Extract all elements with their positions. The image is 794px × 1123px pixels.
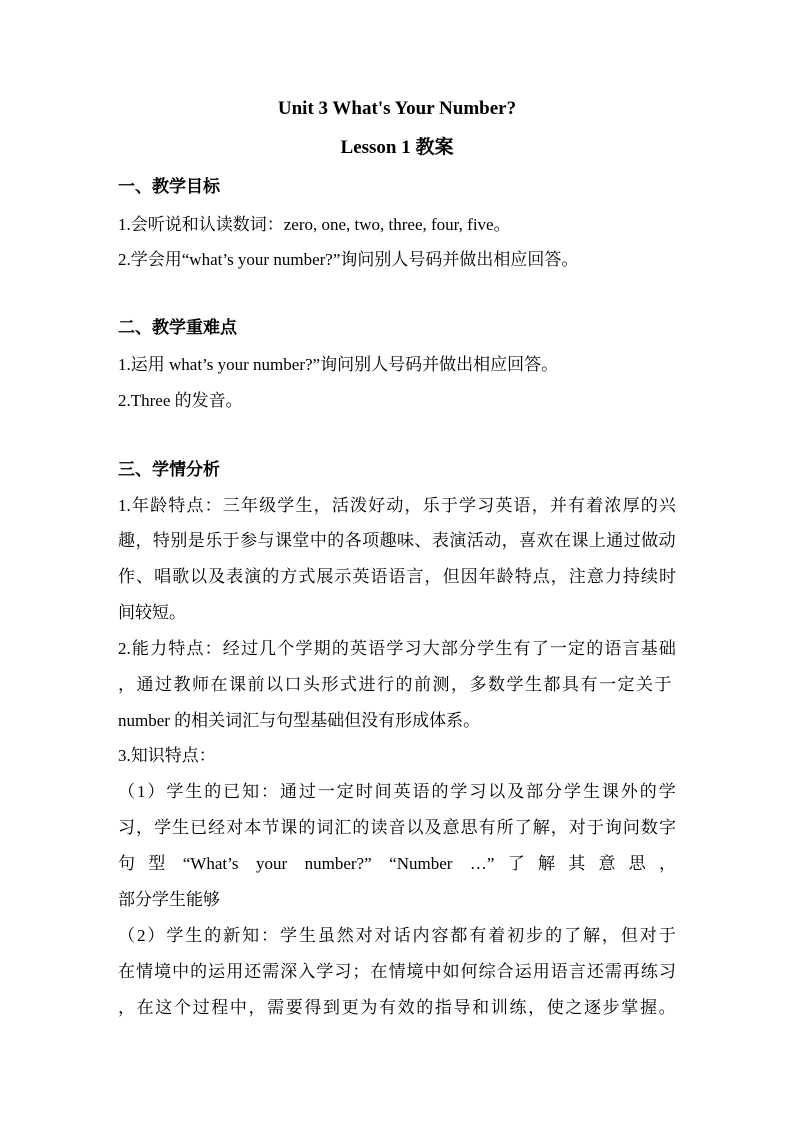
paragraph: 间较短。 [118,603,186,622]
paragraph: 2.学会用“what’s your number?”询问别人号码并做出相应回答。 [118,250,579,269]
paragraph: 3.知识特点： [118,746,216,765]
paragraph: 1.运用 what’s your number?”询问别人号码并做出相应回答。 [118,355,559,374]
paragraph: 2. 能 力 特 点 ： 经 过 几 个 学 期 的 英 语 学 习 大 部 分 学 生 有 了 一 定 的 语 言 基 础 [118,639,676,658]
paragraph: 句 型 “What’s your number?” “Number …” 了 解 其 意 思 ， [118,854,676,873]
paragraph: 在 情 境 中 的 运 用 还 需 深 入 学 习 ； 在 情 境 中 如 何 综 合 运 用 语 言 还 需 再 练 习 [118,962,676,981]
paragraph: 2.Three 的发音。 [118,391,243,410]
paragraph: 作 、 唱 歌 以 及 表 演 的 方 式 展 示 英 语 语 言 ， 但 因 年 龄 特 点 ， 注 意 力 持 续 时 [118,567,676,586]
paragraph: 趣 ， 特 别 是 乐 于 参 与 课 堂 中 的 各 项 趣 味 、 表 演 活 动 ， 喜 欢 在 课 上 通 过 做 动 [118,531,676,550]
section-heading-objectives: 一、教学目标 [118,177,220,196]
paragraph: （ 2 ） 学 生 的 新 知 ： 学 生 虽 然 对 对 话 内 容 都 有 着 初 步 的 了 解 ， 但 对 于 [118,926,676,945]
document-title: Unit 3 What's Your Number? [277,98,517,119]
paragraph: ， 通 过 教 师 在 课 前 以 口 头 形 式 进 行 的 前 测 ， 多 数 学 生 都 具 有 一 定 关 于 [118,675,676,694]
paragraph: 部分学生能够 [118,890,220,909]
paragraph: number 的相关词汇与句型基础但没有形成体系。 [118,711,481,730]
document-subtitle: Lesson 1 教案 [340,137,454,158]
section-heading-student-analysis: 三、学情分析 [118,460,220,479]
paragraph: 1. 年 龄 特 点 ： 三 年 级 学 生 ， 活 泼 好 动 ， 乐 于 学 习 英 语 ， 并 有 着 浓 厚 的 兴 [118,496,676,515]
paragraph: 习 ， 学 生 已 经 对 本 节 课 的 词 汇 的 读 音 以 及 意 思 有 所 了 解 ， 对 于 询 问 数 字 [118,818,676,837]
paragraph: （ 1 ） 学 生 的 已 知 ： 通 过 一 定 时 间 英 语 的 学 习 以 及 部 分 学 生 课 外 的 学 [118,782,676,801]
section-heading-key-points: 二、教学重难点 [118,318,237,337]
paragraph: ， 在 这 个 过 程 中 ， 需 要 得 到 更 为 有 效 的 指 导 和 训 练 ， 使 之 逐 步 掌 握 。 [118,998,676,1017]
paragraph: 1.会听说和认读数词：zero, one, two, three, four, five。 [118,215,511,234]
